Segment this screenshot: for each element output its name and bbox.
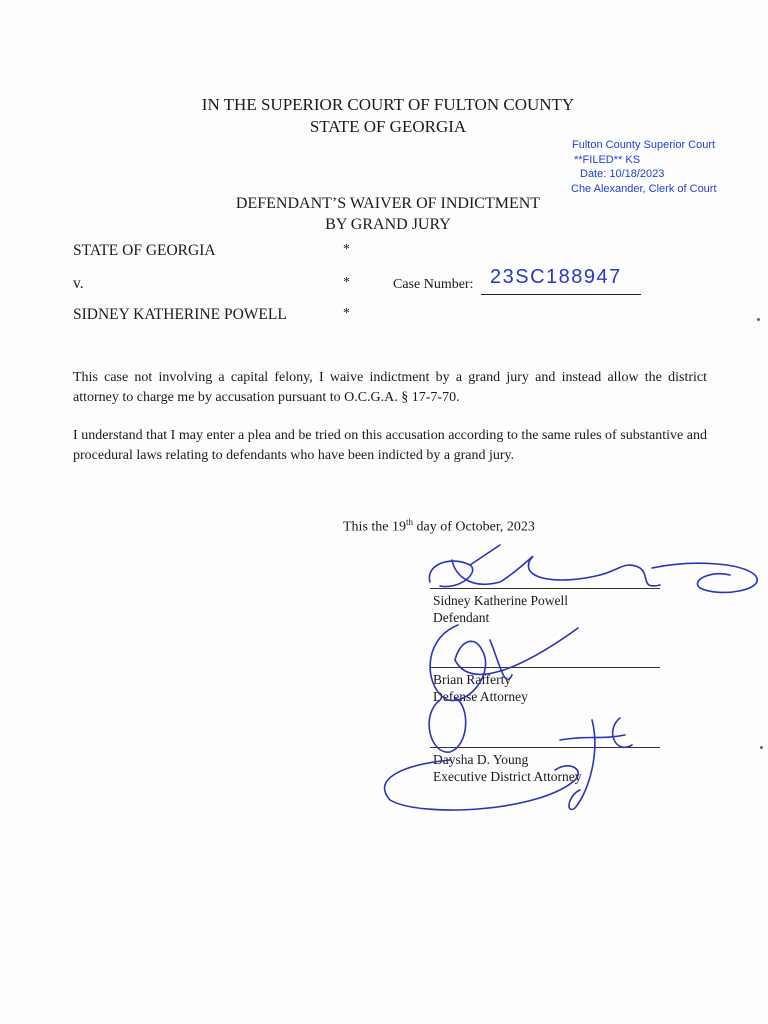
defense-handwritten-signature [430, 625, 578, 701]
defendant-role: Defendant [433, 610, 490, 625]
scan-speck [757, 318, 760, 321]
caption-separator: * [343, 275, 350, 290]
stamp-court: Fulton County Superior Court [572, 139, 716, 151]
dated-rest: day of October, 2023 [413, 519, 535, 535]
dated-suffix: th [406, 517, 414, 527]
caption-separator: * [343, 242, 350, 257]
stamp-clerk: Che Alexander, Clerk of Court [571, 182, 717, 195]
case-number-label: Case Number: [393, 277, 474, 292]
understanding-paragraph: I understand that I may enter a plea and be tried on this accusation according to the same rules of substantive and procedural laws relating to defendants who have been indicted by a grand jury. [73, 428, 707, 463]
prosecutor-handwritten-signature [385, 698, 632, 810]
defendant-name: Sidney Katherine Powell [433, 593, 568, 608]
caption-separator: * [343, 306, 350, 321]
caption-defendant: SIDNEY KATHERINE POWELL [73, 306, 287, 323]
case-number: 23SC188947 [490, 266, 622, 288]
document-title-line2: BY GRAND JURY [325, 216, 451, 233]
stamp-date: Date: 10/18/2023 [580, 168, 665, 180]
prosecutor-role: Executive District Attorney [433, 769, 582, 784]
caption-versus: v. [73, 275, 84, 292]
caption-plaintiff: STATE OF GEORGIA [73, 242, 216, 259]
stamp-filed: **FILED** KS [574, 153, 641, 166]
court-state: STATE OF GEORGIA [309, 117, 467, 136]
document-title-line1: DEFENDANT’S WAIVER OF INDICTMENT [235, 195, 541, 212]
waiver-paragraph: This case not involving a capital felony, I waive indictment by a grand jury and instead allow the district attorney to charge me by accusation pursuant to O.C.G.A. § 17-7-70. [73, 370, 707, 405]
court-name: IN THE SUPERIOR COURT OF FULTON COUNTY [201, 95, 575, 114]
defense-attorney-name: Brian Rafferty [433, 672, 512, 687]
scan-speck [760, 746, 763, 749]
defendant-handwritten-signature [429, 545, 757, 592]
dated-prefix: This the 19 [343, 519, 406, 535]
defense-attorney-role: Defense Attorney [433, 689, 528, 704]
prosecutor-name: Daysha D. Young [433, 752, 529, 767]
